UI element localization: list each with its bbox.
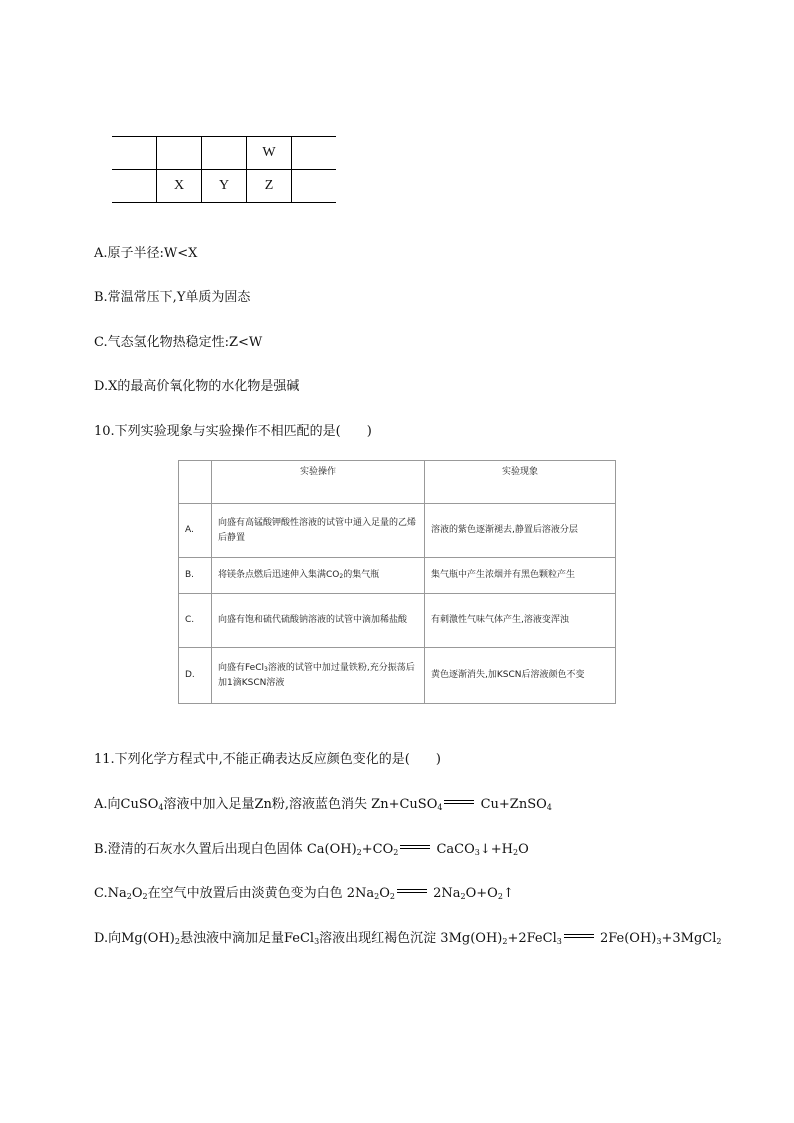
option-text: 悬浊液中滴加足量FeCl xyxy=(179,931,315,946)
operation-cell xyxy=(212,558,425,594)
subscript: 2 xyxy=(356,848,362,857)
option-text: +2FeCl xyxy=(507,931,557,946)
subscript: 3 xyxy=(264,665,268,673)
subscript: 4 xyxy=(546,803,552,812)
q11-stem: 11.下列化学方程式中,不能正确表达反应颜色变化的是( ) xyxy=(94,752,441,767)
q9-option-b: B.常温常压下,Y单质为固态 xyxy=(94,290,251,305)
option-text: O xyxy=(131,886,143,901)
q11-option-d xyxy=(94,931,721,947)
option-text: A.向CuSO xyxy=(94,797,159,812)
table-row xyxy=(179,594,616,648)
phenomenon-cell: 溶液的紫色逐渐褪去,静置后溶液分层 xyxy=(425,504,616,558)
operation-text: 将镁条点燃后迅速伸入集满CO xyxy=(218,570,340,580)
phenomenon-cell: 有刺激性气味气体产生,溶液变浑浊 xyxy=(425,594,616,648)
equals-sign xyxy=(564,934,594,938)
element-position-table xyxy=(112,136,336,203)
option-text: 2Fe(OH) xyxy=(595,931,657,946)
row-label: B. xyxy=(179,558,212,594)
q10-stem: 10.下列实验现象与实验操作不相匹配的是( ) xyxy=(94,424,372,439)
header-operation: 实验操作 xyxy=(212,461,425,504)
table-header-row xyxy=(179,461,616,504)
option-text: +CO xyxy=(361,842,394,857)
option-text: 在空气中放置后由淡黄色变为白色 2Na xyxy=(147,886,375,901)
element-x: X xyxy=(157,170,202,203)
option-text: 2Na xyxy=(429,886,461,901)
row-label: A. xyxy=(179,504,212,558)
subscript: 2 xyxy=(716,937,722,946)
table-cell xyxy=(112,137,157,170)
table-row xyxy=(179,558,616,594)
option-text: C.Na xyxy=(94,886,127,901)
operation-cell: 向盛有高锰酸钾酸性溶液的试管中通入足量的乙烯后静置 xyxy=(212,504,425,558)
subscript: 2 xyxy=(513,848,519,857)
option-text: CaCO xyxy=(432,842,475,857)
element-y: Y xyxy=(202,170,247,203)
q11-option-b xyxy=(94,842,529,858)
table-cell xyxy=(179,461,212,504)
experiment-table xyxy=(178,460,616,704)
operation-text: 向盛有FeCl xyxy=(218,662,265,673)
element-w: W xyxy=(247,137,292,170)
option-text: 溶液出现红褐色沉淀 3Mg(OH) xyxy=(319,931,503,946)
subscript: 2 xyxy=(389,892,395,901)
table-row xyxy=(112,170,336,203)
option-text: D.向Mg(OH) xyxy=(94,931,175,946)
option-text: ↓+H xyxy=(479,842,513,857)
subscript: 4 xyxy=(437,803,443,812)
subscript: 4 xyxy=(158,803,164,812)
subscript: 2 xyxy=(142,892,148,901)
subscript: 2 xyxy=(393,848,399,857)
row-label: D. xyxy=(179,648,212,704)
table-row xyxy=(179,504,616,558)
subscript: 2 xyxy=(502,937,508,946)
header-phenomenon: 实验现象 xyxy=(425,461,616,504)
table-cell xyxy=(157,137,202,170)
q9-option-c: C.气态氢化物热稳定性:Z<W xyxy=(94,335,263,350)
option-text: O xyxy=(379,886,390,901)
phenomenon-cell: 集气瓶中产生浓烟并有黑色颗粒产生 xyxy=(425,558,616,594)
option-text: B.澄清的石灰水久置后出现白色固体 Ca(OH) xyxy=(94,842,357,857)
equals-sign xyxy=(400,845,430,849)
option-text: +3MgCl xyxy=(661,931,717,946)
operation-cell: 向盛有饱和硫代硫酸钠溶液的试管中滴加稀盐酸 xyxy=(212,594,425,648)
row-label: C. xyxy=(179,594,212,648)
subscript: 3 xyxy=(314,937,320,946)
option-text: O xyxy=(518,842,529,857)
q9-option-d: D.X的最高价氧化物的水化物是强碱 xyxy=(94,379,300,394)
table-cell xyxy=(292,137,337,170)
subscript: 2 xyxy=(497,892,503,901)
table-row xyxy=(112,137,336,170)
equals-sign xyxy=(444,800,474,804)
subscript: 2 xyxy=(374,892,380,901)
q9-option-a: A.原子半径:W<X xyxy=(94,246,198,261)
table-row xyxy=(179,648,616,704)
option-text: 溶液中加入足量Zn粉,溶液蓝色消失 Zn+CuSO xyxy=(163,797,438,812)
subscript: 2 xyxy=(460,892,466,901)
q11-option-c xyxy=(94,886,514,902)
table-cell xyxy=(112,170,157,203)
subscript: 2 xyxy=(339,573,344,580)
subscript: 3 xyxy=(474,848,480,857)
phenomenon-cell: 黄色逐渐消失,加KSCN后溶液颜色不变 xyxy=(425,648,616,704)
element-z: Z xyxy=(247,170,292,203)
option-text: Cu+ZnSO xyxy=(476,797,547,812)
subscript: 3 xyxy=(656,937,662,946)
equals-sign xyxy=(397,889,427,893)
option-text: O+O xyxy=(465,886,498,901)
operation-text: 的集气瓶 xyxy=(343,570,380,580)
operation-text: 溶液的试管中加过量铁粉,充分振荡后加1滴KSCN溶液 xyxy=(218,662,415,688)
subscript: 3 xyxy=(556,937,562,946)
option-text: ↑ xyxy=(502,886,514,901)
q11-option-a xyxy=(94,797,552,813)
table-cell xyxy=(202,137,247,170)
subscript: 2 xyxy=(174,937,180,946)
table-cell xyxy=(292,170,337,203)
subscript: 2 xyxy=(126,892,132,901)
operation-cell xyxy=(212,648,425,704)
